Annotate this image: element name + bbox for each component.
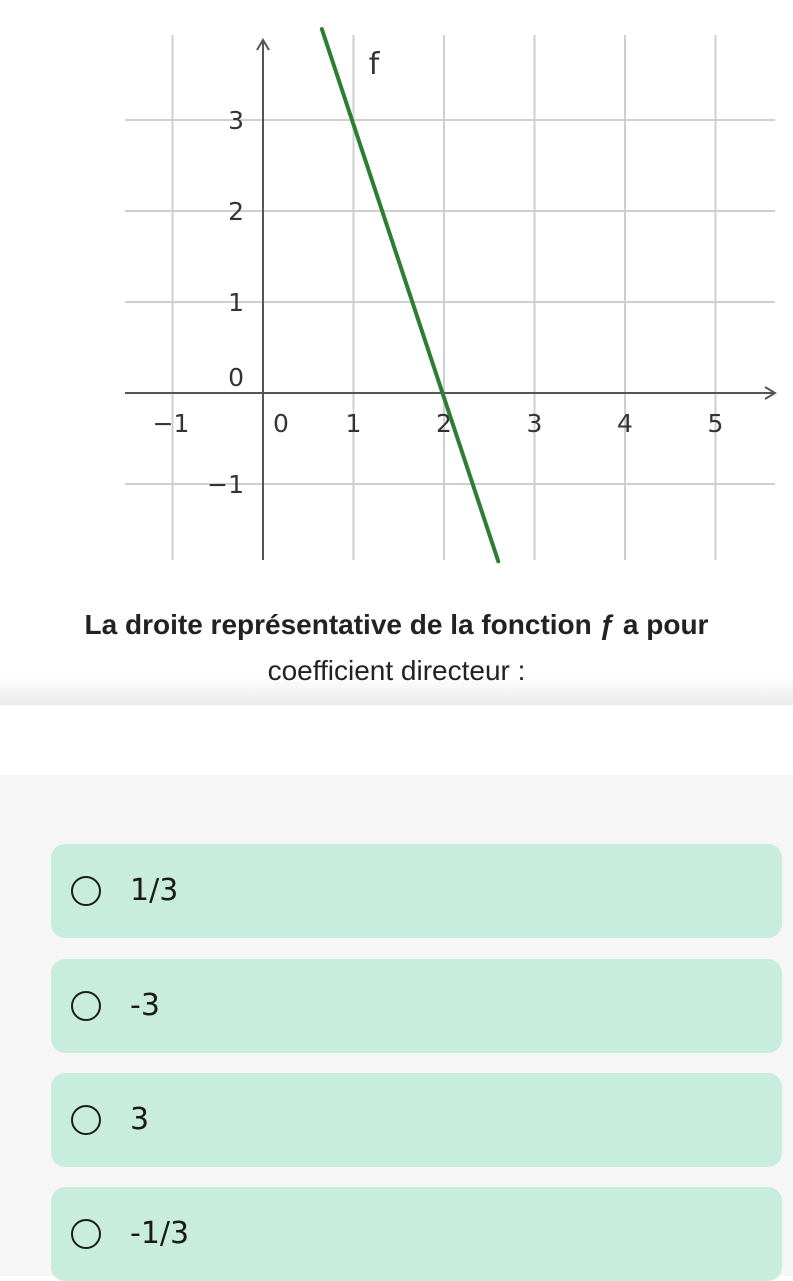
function-graph [0,0,793,600]
answer-label: -3 [130,988,160,1023]
answer-option-1[interactable] [51,844,782,938]
y-tick-label: 3 [228,106,244,135]
question-text [0,602,793,705]
answer-option-3[interactable] [51,1073,782,1167]
x-tick-label: −1 [152,409,190,438]
y-tick-label: −1 [207,470,244,499]
radio-button-icon[interactable] [71,1219,101,1249]
x-tick-label: 3 [526,409,543,438]
x-tick-label: 2 [436,409,452,438]
answer-label: 1/3 [130,873,179,908]
y-tick-label: 2 [228,197,244,226]
x-tick-label: 1 [345,409,362,438]
question-line-2: coefficient directeur : [267,655,526,686]
y-tick-label: 0 [228,363,244,392]
answer-options-list [0,775,793,1276]
x-tick-label: 0 [273,409,289,438]
answer-label: -1/3 [130,1216,190,1251]
answer-option-4[interactable] [51,1187,782,1281]
y-tick-label: 1 [228,288,244,317]
radio-button-icon[interactable] [71,991,101,1021]
answer-label: 3 [130,1102,150,1137]
radio-button-icon[interactable] [71,876,101,906]
answer-option-2[interactable] [51,959,782,1053]
function-line-f [322,29,498,561]
radio-button-icon[interactable] [71,1105,101,1135]
x-tick-label: 4 [617,409,633,438]
x-tick-label: 5 [707,409,724,438]
question-line-1: La droite représentative de la fonction ƒ a pour [84,609,709,640]
series-label-f: f [368,47,380,82]
